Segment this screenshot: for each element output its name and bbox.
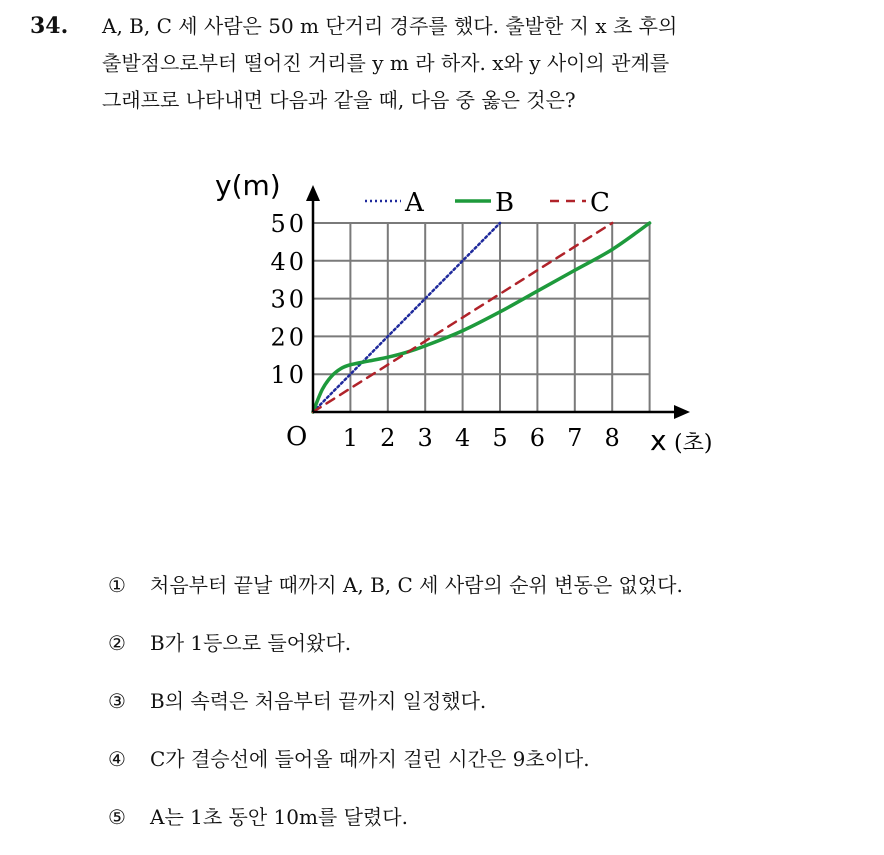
choice-3-text: B의 속력은 처음부터 끝까지 일정했다. xyxy=(150,689,487,713)
series-b-line xyxy=(313,223,650,412)
x-tick-label: 5 xyxy=(492,424,508,452)
distance-time-graph xyxy=(200,165,760,475)
series-lines xyxy=(313,223,650,412)
y-tick-label: 50 xyxy=(270,210,307,238)
legend-c-label: C xyxy=(590,188,610,218)
x-tick-label: 1 xyxy=(342,424,359,452)
choice-4[interactable] xyxy=(108,739,868,797)
x-axis-unit: (초) xyxy=(674,431,713,456)
y-axis-arrow xyxy=(306,185,320,201)
x-tick-label: 7 xyxy=(567,424,583,452)
grid xyxy=(313,223,650,412)
answer-choices xyxy=(108,565,868,855)
x-tick-label: 3 xyxy=(417,424,433,452)
legend-a-label: A xyxy=(405,188,424,218)
y-tick-label: 20 xyxy=(270,323,307,352)
legend-b-label: B xyxy=(495,188,515,218)
x-axis-arrow xyxy=(674,405,690,419)
x-tick-label: 2 xyxy=(380,424,396,452)
x-axis-label: x xyxy=(650,424,667,457)
choice-5-mark: ⑤ xyxy=(108,805,126,829)
choice-1-text: 처음부터 끝날 때까지 A, B, C 세 사람의 순위 변동은 없었다. xyxy=(150,573,683,597)
series-a-line xyxy=(313,223,500,412)
choice-3[interactable] xyxy=(108,681,868,739)
y-tick-label: 10 xyxy=(270,361,307,390)
choice-2[interactable] xyxy=(108,623,868,681)
choice-4-mark: ④ xyxy=(108,747,126,771)
choice-2-text: B가 1등으로 들어왔다. xyxy=(150,631,352,655)
question-line-1: A, B, C 세 사람은 50 m 단거리 경주를 했다. 출발한 지 x 초 후의 xyxy=(102,14,678,38)
axes xyxy=(306,185,690,419)
choice-4-text: C가 결승선에 들어올 때까지 걸린 시간은 9초이다. xyxy=(150,747,590,771)
y-tick-label: 30 xyxy=(270,285,307,314)
choice-5-text: A는 1초 동안 10m를 달렸다. xyxy=(150,805,408,829)
x-tick-label: 6 xyxy=(529,424,546,452)
tick-labels xyxy=(270,210,619,452)
question-number: 34. xyxy=(30,13,69,39)
x-tick-label: 8 xyxy=(604,424,620,452)
y-tick-label: 40 xyxy=(270,247,307,276)
choice-2-mark: ② xyxy=(108,631,126,655)
choice-5[interactable] xyxy=(108,797,868,855)
choice-1[interactable] xyxy=(108,565,868,623)
x-tick-label: 4 xyxy=(454,424,471,452)
legend xyxy=(365,188,610,218)
origin-label: O xyxy=(286,422,308,452)
choice-3-mark: ③ xyxy=(108,689,126,713)
y-axis-label: y(m) xyxy=(215,169,281,202)
question-line-2: 출발점으로부터 떨어진 거리를 y m 라 하자. x와 y 사이의 관계를 xyxy=(102,51,670,75)
choice-1-mark: ① xyxy=(108,573,126,597)
question-line-3: 그래프로 나타내면 다음과 같을 때, 다음 중 옳은 것은? xyxy=(102,88,576,112)
question-text xyxy=(102,8,882,119)
